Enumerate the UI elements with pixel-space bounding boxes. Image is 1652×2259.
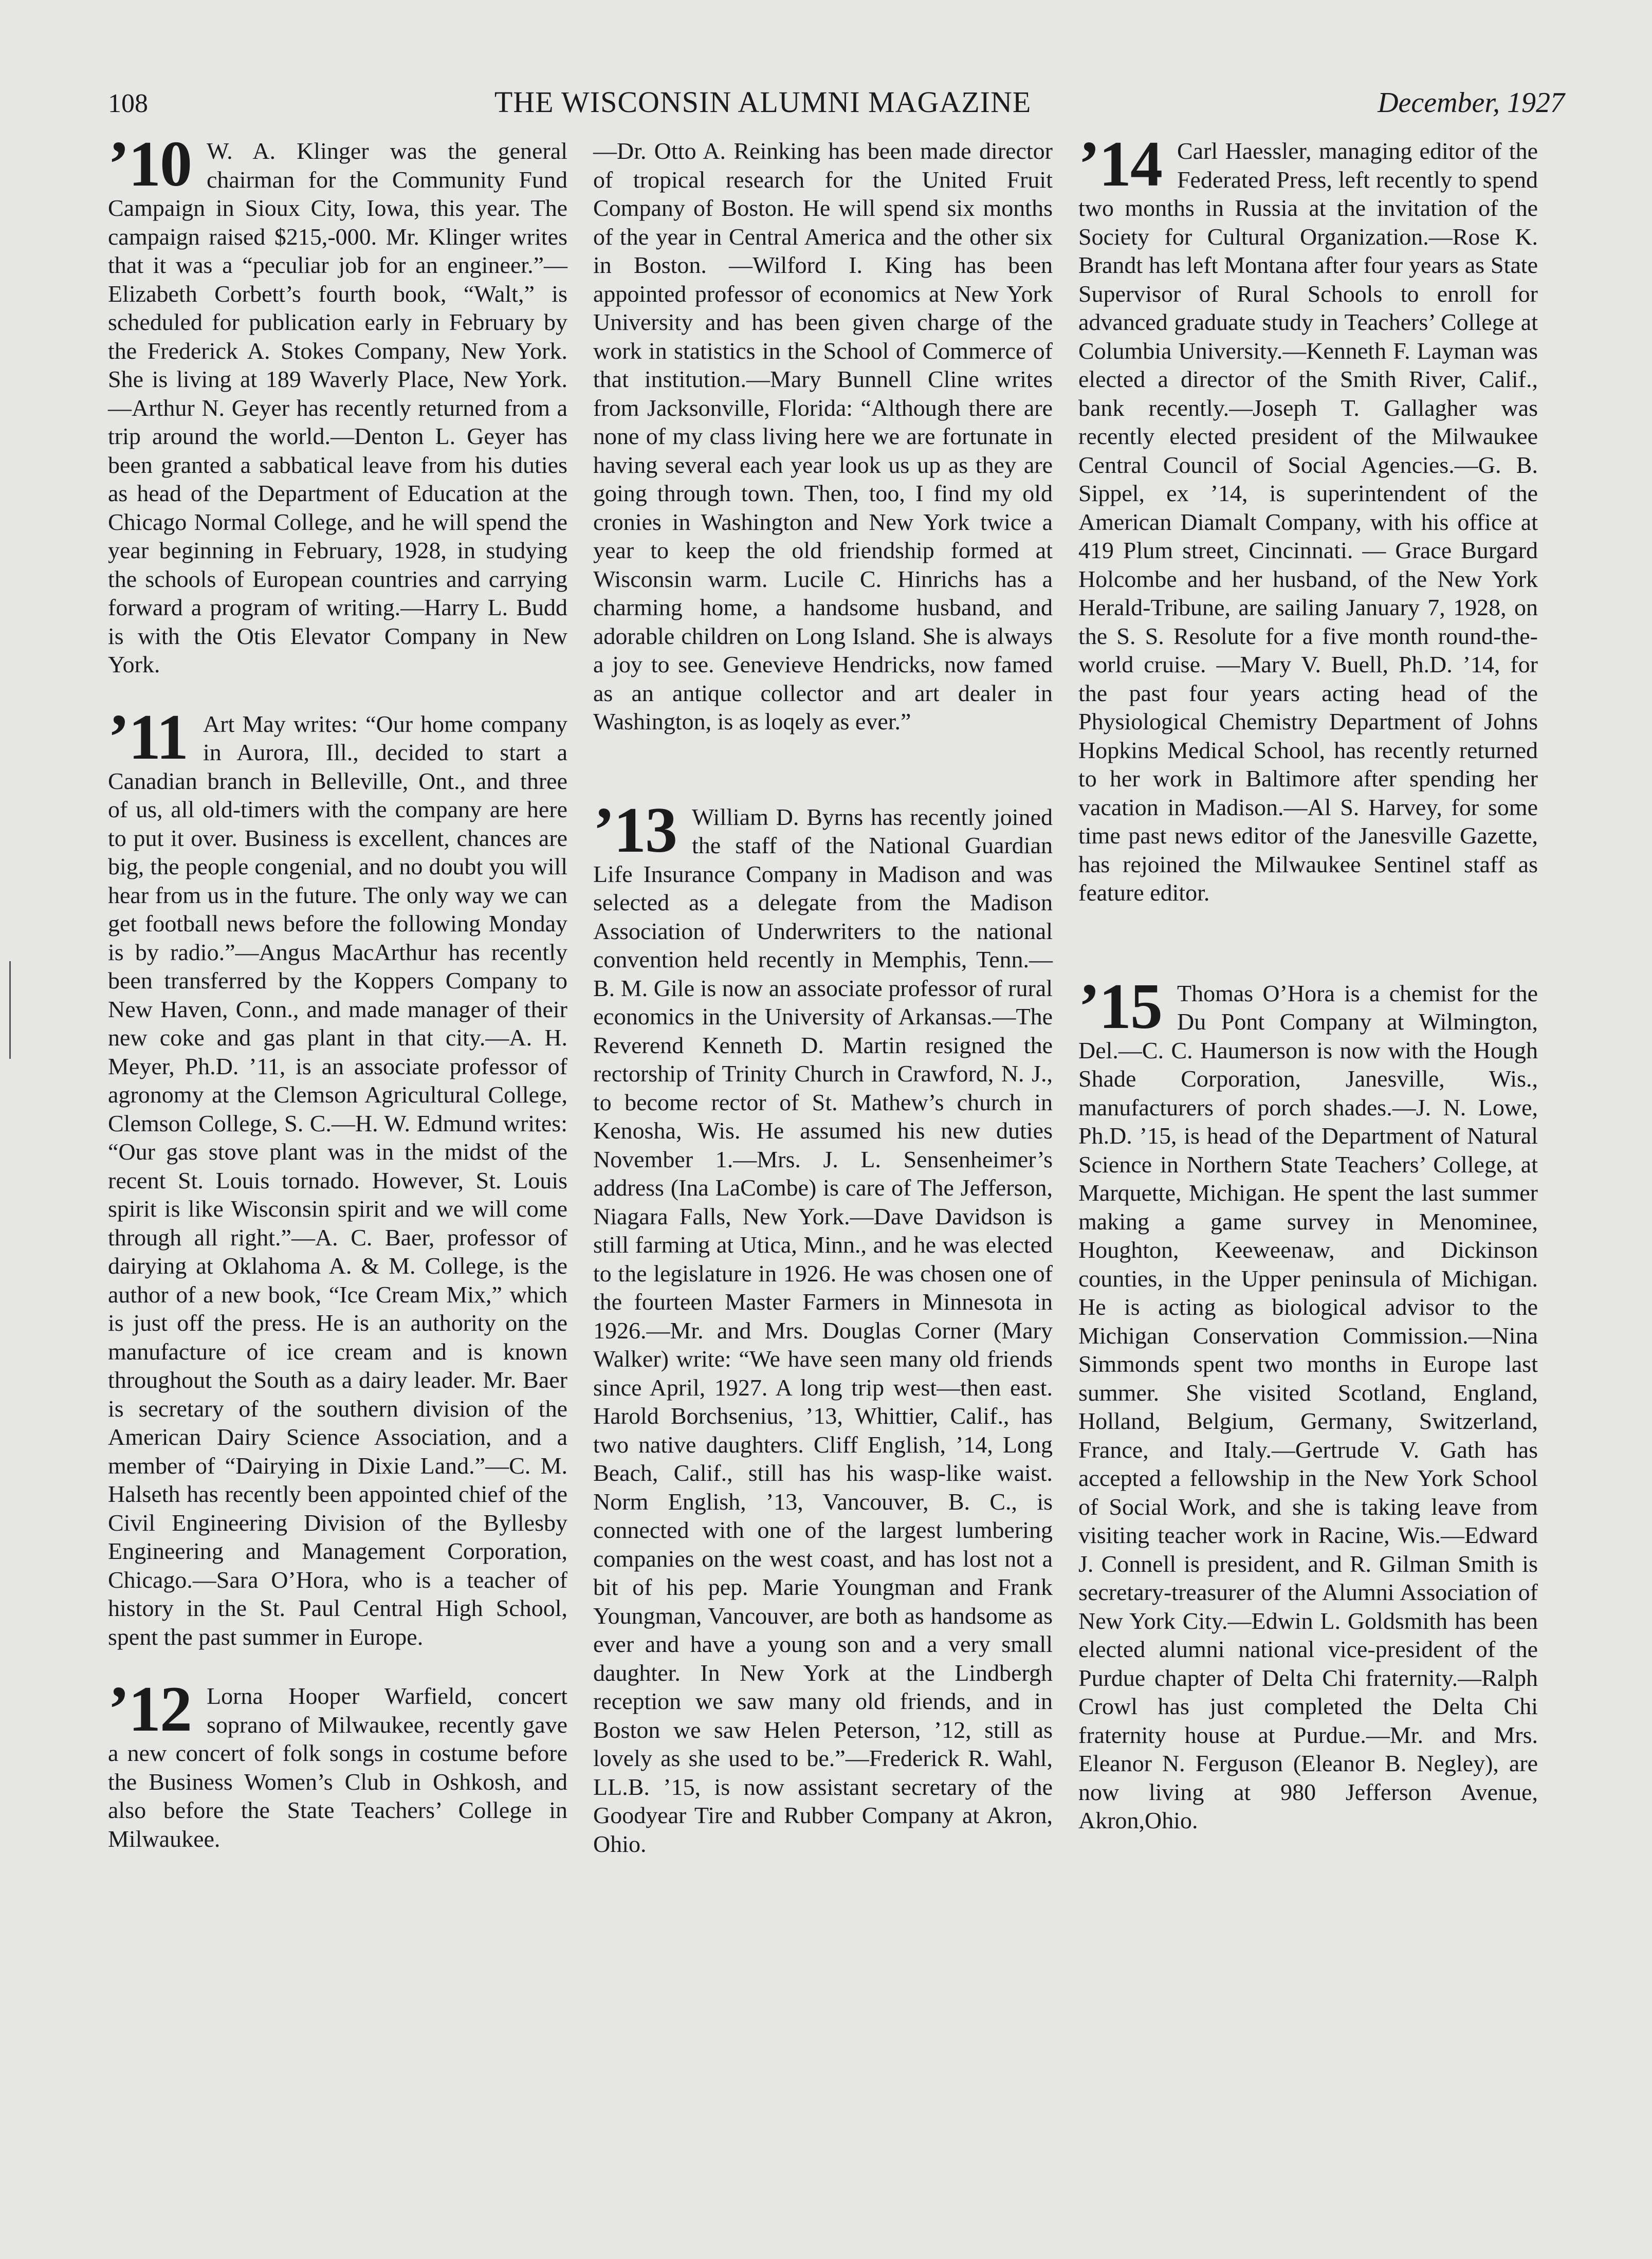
issue-date: December, 1927 — [1378, 87, 1565, 119]
article-columns — [108, 128, 1565, 1889]
class-note-text: Thomas O’Hora is a chemist for the Du Pont Company at Wilmington, Del.—C. C. Haumerson is now with the Hough Shade Corporation, Janesville, Wis., manufacturers of porch shades.—J. N. Lowe, Ph.D. ’15, is head of the Department of Natural Science in Northern State Teachers’ College, at Marquette, Michigan. He spent the last summer making a game survey in Menominee, Houghton, Keeweenaw, and Dickinson counties, in the Upper peninsula of Michigan. He is acting as biological advisor to the Michigan Conservation Commission.—Nina Simmonds spent two months in Europe last summer. She visited Scotland, England, Holland, Belgium, Germany, Switzerland, France, and Italy.—Gertrude V. Gath has accepted a fellowship in the New York School of Social Work, and she is taking leave from visiting teacher work in Racine, Wis.—Edward J. Connell is president, and R. Gilman Smith is secretary-treasurer of the Alumni Association of New York City.—Edwin L. Goldsmith has been elected alumni national vice-president of the Purdue chapter of Delta Chi fraternity.—Ralph Crowl has just completed the Delta Chi fraternity house at Purdue.—Mr. and Mrs. Eleanor N. Ferguson (Eleanor B. Negley), are now living at 980 Jefferson Avenue, Akron,Ohio. — [1078, 980, 1538, 1833]
column-2 — [593, 137, 1053, 1889]
class-year-label: ’10 — [108, 128, 191, 200]
class-note-text: Lorna Hooper Warfield, concert soprano of Milwaukee, recently gave a new concert of folk songs in costume before the Business Women’s Club in Oshkosh, and also before the State Teachers’ College in Milwaukee. — [108, 1683, 567, 1852]
class-note-1912 — [108, 1674, 567, 1853]
class-year-label: ’14 — [1078, 128, 1162, 200]
class-note-1911 — [108, 701, 567, 1651]
class-note-text: William D. Byrns has recently joined the staff of the National Guardian Life Insurance Company in Madison and was selected as a delegate from the Madison Association of Underwriters to the national convention held recently in Memphis, Tenn.—B. M. Gile is now an associate professor of rural economics in the University of Arkansas.—The Reverend Kenneth D. Martin resigned the rectorship of Trinity Church in Crawford, N. J., to become rector of St. Mathew’s church in Kenosha, Wis. He assumed his new duties November 1.—Mrs. J. L. Sensenheimer’s address (Ina LaCombe) is care of The Jefferson, Niagara Falls, New York.—Dave Davidson is still farming at Utica, Minn., and he was elected to the legislature in 1926. He was chosen one of the fourteen Master Farmers in Minnesota in 1926.—Mr. and Mrs. Douglas Corner (Mary Walker) write: “We have seen many old friends since April, 1927. A long trip west—then east. Harold Borchsenius, ’13, Whittier, Calif., has two native daughters. Cliff English, ’14, Long Beach, Calif., still has his wasp-like waist. Norm English, ’13, Vancouver, B. C., is connected with one of the largest lumbering companies on the west coast, and has lost not a bit of his pep. Marie Youngman and Frank Youngman, Vancouver, are both as handsome as ever and have a young son and a very small daughter. In New York at the Lindbergh reception we saw many old friends, and in Boston we saw Helen Peterson, ’12, still as lovely as she used to be.”—Frederick R. Wahl, LL.B. ’15, is now assistant secretary of the Goodyear Tire and Rubber Company at Akron, Ohio. — [593, 803, 1053, 1857]
class-note-text: Art May writes: “Our home company in Aurora, Ill., decided to start a Canadian branch in Belleville, Ont., and three of us, all old-timers with the company are here to put it over. Business is excellent, chances are big, the people congenial, and no doubt you will hear from us in the future. The only way we can get football news before the following Monday is by radio.”—Angus MacArthur has recently been transferred by the Koppers Company to New Haven, Conn., and made manager of their new coke and gas plant in that city.—A. H. Meyer, Ph.D. ’11, is an associate professor of agronomy at the Clemson Agricultural College, Clemson College, S. C.—H. W. Edmund writes: “Our gas stove plant was in the midst of the recent St. Louis tornado. However, St. Louis spirit is like Wisconsin spirit and we will come through all right.”—A. C. Baer, professor of dairying at Oklahoma A. & M. College, is the author of a new book, “Ice Cream Mix,” which is just off the press. He is an authority on the manufacture of ice cream and is known throughout the South as a dairy leader. Mr. Baer is secretary of the southern division of the American Dairy Science Association, and a member of “Dairying in Dixie Land.”—C. M. Halseth has recently been appointed chief of the Civil Engineering Division of the Byllesby Engineering and Management Corporation, Chicago.—Sara O’Hora, who is a teacher of history in the St. Paul Central High School, spent the past summer in Europe. — [108, 710, 567, 1650]
margin-mark — [9, 961, 11, 1059]
class-note-1913 — [593, 794, 1053, 1859]
class-year-label: ’13 — [593, 794, 676, 866]
magazine-title: THE WISCONSIN ALUMNI MAGAZINE — [494, 85, 1032, 119]
class-note-1910 — [108, 128, 567, 679]
class-note-1912-continued — [593, 137, 1053, 736]
column-1 — [108, 128, 567, 1889]
page-number: 108 — [108, 89, 148, 118]
class-year-label: ’11 — [108, 701, 188, 773]
class-note-1914 — [1078, 128, 1538, 907]
class-year-label: ’12 — [108, 1674, 191, 1745]
class-note-1915 — [1078, 970, 1538, 1835]
class-note-text: Carl Haessler, managing editor of the Federated Press, left recently to spend two months in Russia at the invitation of the Society for Cultural Organization.—Rose K. Brandt has left Montana after four years as State Supervisor of Rural Schools to enroll for advanced graduate study in Teachers’ College at Columbia University.—Kenneth F. Layman was elected a director of the Smith River, Calif., bank recently.—Joseph T. Gallagher was recently elected president of the Milwaukee Central Council of Social Agencies.—G. B. Sippel, ex ’14, is superintendent of the American Diamalt Company, with his office at 419 Plum street, Cincinnati. — Grace Burgard Holcombe and her husband, of the New York Herald-Tribune, are sailing January 7, 1928, on the S. S. Resolute for a five month round-the-world cruise. —Mary V. Buell, Ph.D. ’14, for the past four years acting head of the Physiological Chemistry Department of Johns Hopkins Medical School, has recently returned to her work in Baltimore after spending her vacation in Madison.—Al S. Harvey, for some time past news editor of the Janesville Gazette, has rejoined the Milwaukee Sentinel staff as feature editor. — [1078, 138, 1538, 906]
page-header — [108, 87, 1565, 117]
class-note-text: —Dr. Otto A. Reinking has been made director of tropical research for the United Fruit Company of Boston. He will spend six months of the year in Central America and the other six in Boston. —Wilford I. King has been appointed professor of economics at New York University and has been given charge of the work in statistics in the School of Commerce of that institution.—Mary Bunnell Cline writes from Jacksonville, Florida: “Although there are none of my class living here we are fortunate in having several each year look us up as they are going through town. Then, too, I find my old cronies in Washington and New York twice a year to keep the old friendship formed at Wisconsin warm. Lucile C. Hinrichs has a charming home, a handsome husband, and adorable children on Long Island. She is always a joy to see. Genevieve Hendricks, now famed as an antique collector and art dealer in Washington, is as loqely as ever.” — [593, 138, 1053, 734]
class-note-text: W. A. Klinger was the general chairman for the Community Fund Campaign in Sioux City, Iowa, this year. The campaign raised $215,-000. Mr. Klinger writes that it was a “peculiar job for an engineer.”—Elizabeth Corbett’s fourth book, “Walt,” is scheduled for publication early in February by the Frederick A. Stokes Company, New York. She is living at 189 Waverly Place, New York. —Arthur N. Geyer has recently returned from a trip around the world.—Denton L. Geyer has been granted a sabbatical leave from his duties as head of the Department of Education at the Chicago Normal College, and he will spend the year beginning in February, 1928, in studying the schools of European countries and carrying forward a program of writing.—Harry L. Budd is with the Otis Elevator Company in New York. — [108, 138, 567, 677]
column-3 — [1078, 128, 1538, 1889]
class-year-label: ’15 — [1078, 970, 1162, 1042]
